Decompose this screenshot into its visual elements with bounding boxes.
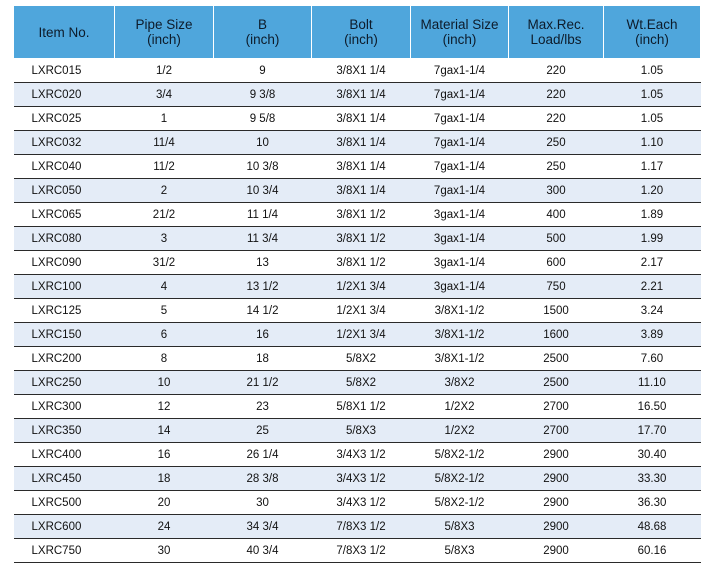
cell-material-size: 7gax1-1/4 <box>411 131 509 155</box>
cell-max-load: 1500 <box>509 299 604 323</box>
cell-max-load: 2700 <box>509 419 604 443</box>
header-item-no <box>14 6 115 59</box>
table-row <box>14 395 701 419</box>
cell-max-load: 2500 <box>509 371 604 395</box>
cell-material-size: 5/8X3 <box>411 539 509 563</box>
cell-weight: 1.05 <box>604 107 701 131</box>
cell-b: 9 3/8 <box>214 83 312 107</box>
cell-item-no: LXRC125 <box>14 299 115 323</box>
table-row <box>14 419 701 443</box>
cell-pipe-size: 10 <box>115 371 214 395</box>
cell-bolt: 3/8X1 1/4 <box>312 83 411 107</box>
cell-weight: 1.89 <box>604 203 701 227</box>
cell-max-load: 2700 <box>509 395 604 419</box>
cell-b: 18 <box>214 347 312 371</box>
cell-item-no: LXRC032 <box>14 131 115 155</box>
cell-max-load: 250 <box>509 155 604 179</box>
cell-weight: 1.10 <box>604 131 701 155</box>
cell-material-size: 3gax1-1/4 <box>411 203 509 227</box>
cell-b: 21 1/2 <box>214 371 312 395</box>
table-row <box>14 227 701 251</box>
header-bolt <box>312 6 411 59</box>
table-row <box>14 203 701 227</box>
cell-max-load: 220 <box>509 59 604 83</box>
cell-weight: 1.20 <box>604 179 701 203</box>
cell-b: 10 3/8 <box>214 155 312 179</box>
cell-b: 9 5/8 <box>214 107 312 131</box>
cell-weight: 1.05 <box>604 59 701 83</box>
header-max-load <box>509 6 604 59</box>
cell-item-no: LXRC015 <box>14 59 115 83</box>
cell-max-load: 500 <box>509 227 604 251</box>
spec-table-container <box>13 5 700 563</box>
table-row <box>14 83 701 107</box>
cell-item-no: LXRC350 <box>14 419 115 443</box>
cell-item-no: LXRC200 <box>14 347 115 371</box>
cell-pipe-size: 30 <box>115 539 214 563</box>
table-row <box>14 467 701 491</box>
table-row <box>14 491 701 515</box>
cell-bolt: 3/8X1 1/2 <box>312 251 411 275</box>
cell-max-load: 2900 <box>509 539 604 563</box>
cell-pipe-size: 18 <box>115 467 214 491</box>
cell-b: 13 1/2 <box>214 275 312 299</box>
header-max-load-line2: Load/lbs <box>530 32 582 47</box>
cell-weight: 36.30 <box>604 491 701 515</box>
header-pipe-size-line1: Pipe Size <box>135 17 193 32</box>
table-row <box>14 179 701 203</box>
cell-weight: 60.16 <box>604 539 701 563</box>
cell-pipe-size: 2 <box>115 179 214 203</box>
cell-bolt: 5/8X2 <box>312 347 411 371</box>
cell-b: 10 <box>214 131 312 155</box>
cell-max-load: 220 <box>509 107 604 131</box>
table-row <box>14 539 701 563</box>
table-body <box>14 59 701 563</box>
cell-weight: 1.05 <box>604 83 701 107</box>
cell-material-size: 1/2X2 <box>411 395 509 419</box>
cell-weight: 1.99 <box>604 227 701 251</box>
header-pipe-size <box>115 6 214 59</box>
cell-b: 10 3/4 <box>214 179 312 203</box>
cell-bolt: 1/2X1 3/4 <box>312 275 411 299</box>
cell-material-size: 5/8X2-1/2 <box>411 443 509 467</box>
cell-bolt: 3/8X1 1/4 <box>312 131 411 155</box>
cell-pipe-size: 4 <box>115 275 214 299</box>
cell-b: 23 <box>214 395 312 419</box>
cell-b: 11 3/4 <box>214 227 312 251</box>
table-row <box>14 131 701 155</box>
cell-pipe-size: 21/2 <box>115 203 214 227</box>
cell-weight: 11.10 <box>604 371 701 395</box>
cell-b: 11 1/4 <box>214 203 312 227</box>
cell-bolt: 3/8X1 1/4 <box>312 179 411 203</box>
cell-b: 34 3/4 <box>214 515 312 539</box>
cell-b: 25 <box>214 419 312 443</box>
cell-max-load: 220 <box>509 83 604 107</box>
cell-item-no: LXRC065 <box>14 203 115 227</box>
cell-pipe-size: 1/2 <box>115 59 214 83</box>
cell-item-no: LXRC300 <box>14 395 115 419</box>
cell-pipe-size: 31/2 <box>115 251 214 275</box>
table-row <box>14 155 701 179</box>
cell-bolt: 3/8X1 1/4 <box>312 59 411 83</box>
header-b-line1: B <box>257 17 267 32</box>
header-weight-line1: Wt.Each <box>626 17 678 32</box>
header-weight <box>604 6 701 59</box>
cell-bolt: 1/2X1 3/4 <box>312 299 411 323</box>
cell-max-load: 2500 <box>509 347 604 371</box>
cell-item-no: LXRC500 <box>14 491 115 515</box>
cell-bolt: 3/8X1 1/4 <box>312 107 411 131</box>
cell-pipe-size: 24 <box>115 515 214 539</box>
cell-bolt: 3/4X3 1/2 <box>312 443 411 467</box>
header-item-no-line1: Item No. <box>38 24 90 40</box>
header-row <box>14 6 701 59</box>
header-weight-line2: (inch) <box>635 32 669 47</box>
cell-pipe-size: 1 <box>115 107 214 131</box>
header-pipe-size-line2: (inch) <box>147 32 181 47</box>
table-row <box>14 515 701 539</box>
cell-b: 13 <box>214 251 312 275</box>
cell-weight: 1.17 <box>604 155 701 179</box>
cell-weight: 16.50 <box>604 395 701 419</box>
cell-material-size: 3/8X1-1/2 <box>411 299 509 323</box>
table-row <box>14 323 701 347</box>
cell-b: 28 3/8 <box>214 467 312 491</box>
cell-weight: 2.21 <box>604 275 701 299</box>
cell-item-no: LXRC040 <box>14 155 115 179</box>
cell-bolt: 3/4X3 1/2 <box>312 467 411 491</box>
cell-weight: 48.68 <box>604 515 701 539</box>
cell-pipe-size: 8 <box>115 347 214 371</box>
cell-max-load: 2900 <box>509 443 604 467</box>
cell-pipe-size: 5 <box>115 299 214 323</box>
cell-material-size: 3/8X2 <box>411 371 509 395</box>
header-bolt-line2: (inch) <box>344 32 378 47</box>
cell-b: 16 <box>214 323 312 347</box>
cell-item-no: LXRC020 <box>14 83 115 107</box>
cell-pipe-size: 3 <box>115 227 214 251</box>
cell-material-size: 3gax1-1/4 <box>411 251 509 275</box>
cell-bolt: 7/8X3 1/2 <box>312 539 411 563</box>
cell-bolt: 5/8X3 <box>312 419 411 443</box>
cell-weight: 3.89 <box>604 323 701 347</box>
cell-material-size: 7gax1-1/4 <box>411 179 509 203</box>
cell-item-no: LXRC025 <box>14 107 115 131</box>
cell-item-no: LXRC750 <box>14 539 115 563</box>
cell-max-load: 2900 <box>509 515 604 539</box>
header-material-size <box>411 6 509 59</box>
table-row <box>14 275 701 299</box>
cell-bolt: 5/8X1 1/2 <box>312 395 411 419</box>
cell-material-size: 7gax1-1/4 <box>411 107 509 131</box>
cell-max-load: 1600 <box>509 323 604 347</box>
cell-item-no: LXRC600 <box>14 515 115 539</box>
table-row <box>14 347 701 371</box>
cell-item-no: LXRC100 <box>14 275 115 299</box>
cell-material-size: 3gax1-1/4 <box>411 275 509 299</box>
header-bolt-line1: Bolt <box>349 17 373 32</box>
cell-material-size: 7gax1-1/4 <box>411 83 509 107</box>
cell-max-load: 600 <box>509 251 604 275</box>
cell-bolt: 7/8X3 1/2 <box>312 515 411 539</box>
table-row <box>14 443 701 467</box>
table-header <box>14 6 701 59</box>
cell-pipe-size: 3/4 <box>115 83 214 107</box>
cell-material-size: 7gax1-1/4 <box>411 155 509 179</box>
cell-item-no: LXRC050 <box>14 179 115 203</box>
table-row <box>14 59 701 83</box>
header-b <box>214 6 312 59</box>
cell-b: 9 <box>214 59 312 83</box>
cell-bolt: 3/8X1 1/2 <box>312 227 411 251</box>
cell-weight: 3.24 <box>604 299 701 323</box>
cell-material-size: 5/8X2-1/2 <box>411 491 509 515</box>
cell-material-size: 5/8X3 <box>411 515 509 539</box>
cell-item-no: LXRC450 <box>14 467 115 491</box>
cell-item-no: LXRC090 <box>14 251 115 275</box>
cell-pipe-size: 11/2 <box>115 155 214 179</box>
cell-weight: 33.30 <box>604 467 701 491</box>
cell-weight: 17.70 <box>604 419 701 443</box>
cell-max-load: 400 <box>509 203 604 227</box>
cell-b: 14 1/2 <box>214 299 312 323</box>
cell-item-no: LXRC150 <box>14 323 115 347</box>
cell-max-load: 2900 <box>509 491 604 515</box>
table-row <box>14 251 701 275</box>
table-row <box>14 299 701 323</box>
table-row <box>14 107 701 131</box>
cell-material-size: 3/8X1-1/2 <box>411 323 509 347</box>
cell-weight: 30.40 <box>604 443 701 467</box>
header-max-load-line1: Max.Rec. <box>527 17 585 32</box>
cell-material-size: 1/2X2 <box>411 419 509 443</box>
cell-pipe-size: 6 <box>115 323 214 347</box>
cell-b: 30 <box>214 491 312 515</box>
cell-material-size: 3/8X1-1/2 <box>411 347 509 371</box>
header-material-size-line2: (inch) <box>442 32 477 47</box>
cell-bolt: 1/2X1 3/4 <box>312 323 411 347</box>
cell-pipe-size: 14 <box>115 419 214 443</box>
cell-item-no: LXRC400 <box>14 443 115 467</box>
cell-pipe-size: 20 <box>115 491 214 515</box>
table-row <box>14 371 701 395</box>
cell-weight: 7.60 <box>604 347 701 371</box>
cell-pipe-size: 11/4 <box>115 131 214 155</box>
cell-item-no: LXRC080 <box>14 227 115 251</box>
cell-bolt: 5/8X2 <box>312 371 411 395</box>
cell-max-load: 750 <box>509 275 604 299</box>
cell-b: 26 1/4 <box>214 443 312 467</box>
cell-pipe-size: 12 <box>115 395 214 419</box>
cell-max-load: 300 <box>509 179 604 203</box>
cell-bolt: 3/8X1 1/2 <box>312 203 411 227</box>
cell-weight: 2.17 <box>604 251 701 275</box>
spec-table <box>13 5 701 563</box>
cell-material-size: 3gax1-1/4 <box>411 227 509 251</box>
header-b-line2: (inch) <box>245 32 280 47</box>
cell-material-size: 7gax1-1/4 <box>411 59 509 83</box>
cell-bolt: 3/4X3 1/2 <box>312 491 411 515</box>
cell-b: 40 3/4 <box>214 539 312 563</box>
cell-item-no: LXRC250 <box>14 371 115 395</box>
header-material-size-line1: Material Size <box>420 17 499 32</box>
cell-max-load: 250 <box>509 131 604 155</box>
cell-material-size: 5/8X2-1/2 <box>411 467 509 491</box>
cell-pipe-size: 16 <box>115 443 214 467</box>
cell-max-load: 2900 <box>509 467 604 491</box>
cell-bolt: 3/8X1 1/4 <box>312 155 411 179</box>
